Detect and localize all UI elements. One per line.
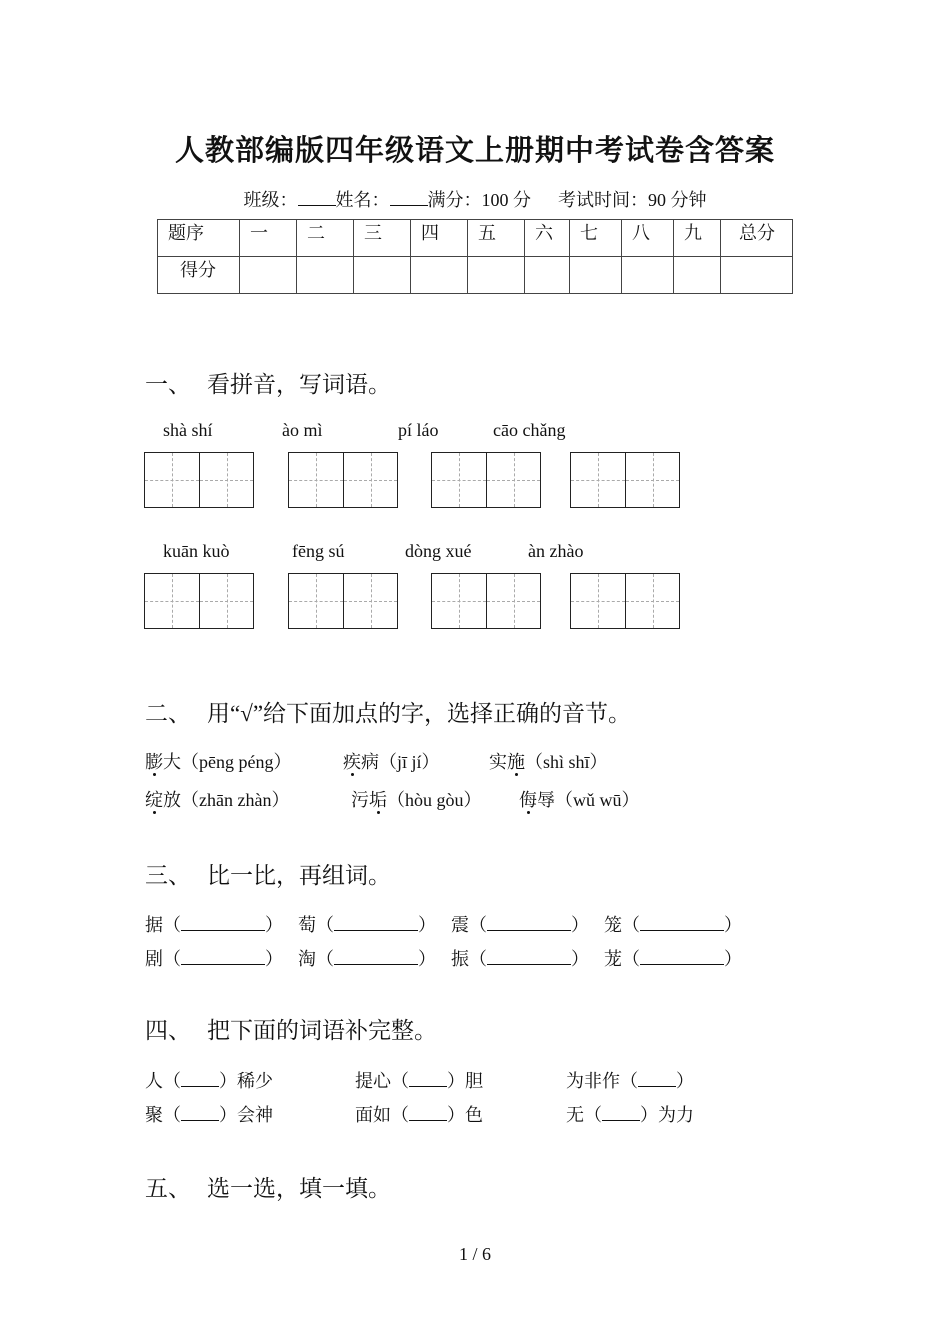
char: 振 bbox=[451, 949, 469, 969]
word-group-item[interactable] bbox=[451, 911, 589, 937]
section-title: 把下面的词语补完整。 bbox=[207, 1018, 437, 1043]
class-label: 班级： bbox=[243, 190, 298, 210]
pinyin-label: fēng sú bbox=[292, 541, 345, 561]
char: 污 bbox=[351, 790, 369, 810]
pinyin-label: pí láo bbox=[398, 420, 439, 440]
paren: ） bbox=[418, 949, 436, 969]
idiom-suffix: ）稀少 bbox=[219, 1071, 273, 1091]
pinyin-label: ào mì bbox=[282, 420, 323, 440]
idiom-prefix: 无（ bbox=[566, 1105, 602, 1125]
section-number: 二、 bbox=[145, 701, 191, 726]
char: 辱 bbox=[537, 790, 555, 810]
score-row-label: 得分 bbox=[158, 257, 240, 294]
answer-blank[interactable] bbox=[602, 1106, 640, 1121]
idiom-item[interactable] bbox=[355, 1067, 483, 1093]
pinyin-label: shà shí bbox=[163, 420, 213, 440]
char: 笼 bbox=[604, 915, 622, 935]
word-group-item[interactable] bbox=[145, 911, 283, 937]
answer-blank[interactable] bbox=[334, 916, 418, 931]
pinyin-choice-item[interactable] bbox=[145, 748, 291, 774]
char: 放 bbox=[163, 790, 181, 810]
pinyin-choice-item[interactable] bbox=[489, 748, 608, 774]
page-title: 人教部编版四年级语文上册期中考试卷含答案 bbox=[174, 135, 775, 167]
score-cell[interactable] bbox=[411, 257, 468, 294]
idiom-prefix: 提心（ bbox=[355, 1071, 409, 1091]
paren: （ bbox=[316, 915, 334, 935]
answer-blank[interactable] bbox=[409, 1106, 447, 1121]
exam-info bbox=[0, 186, 950, 212]
section-number: 四、 bbox=[145, 1018, 191, 1043]
name-label: 姓名： bbox=[335, 190, 390, 210]
section-number: 一、 bbox=[145, 372, 191, 397]
pinyin-choice-item[interactable] bbox=[145, 786, 289, 812]
answer-blank[interactable] bbox=[640, 950, 724, 965]
writing-grid[interactable] bbox=[144, 452, 254, 508]
char: 震 bbox=[451, 915, 469, 935]
answer-blank[interactable] bbox=[487, 950, 571, 965]
score-header-row bbox=[158, 220, 793, 257]
char: 茏 bbox=[604, 949, 622, 969]
pinyin-choice-item[interactable] bbox=[343, 748, 440, 774]
writing-grid[interactable] bbox=[570, 573, 680, 629]
writing-grid[interactable] bbox=[431, 452, 541, 508]
writing-grid[interactable] bbox=[431, 573, 541, 629]
score-header-cell: 五 bbox=[468, 220, 525, 257]
section-2-heading bbox=[145, 695, 631, 728]
section-5-heading bbox=[145, 1170, 391, 1203]
section-number: 三、 bbox=[145, 863, 191, 888]
pinyin-options: （zhān zhàn） bbox=[181, 790, 290, 810]
score-header-cell: 一 bbox=[240, 220, 297, 257]
page-number: 1 / 6 bbox=[458, 1244, 491, 1264]
score-cell[interactable] bbox=[674, 257, 721, 294]
idiom-item[interactable] bbox=[145, 1101, 273, 1127]
dotted-char: 绽 bbox=[145, 790, 163, 810]
paren: ） bbox=[571, 915, 589, 935]
writing-grid[interactable] bbox=[288, 573, 398, 629]
score-header-cell: 六 bbox=[525, 220, 570, 257]
score-table bbox=[157, 219, 793, 294]
score-header-cell: 题序 bbox=[158, 220, 240, 257]
word-group-item[interactable] bbox=[298, 911, 436, 937]
pinyin-options: （hòu gòu） bbox=[387, 790, 482, 810]
score-header-cell: 三 bbox=[354, 220, 411, 257]
paren: （ bbox=[163, 949, 181, 969]
paren: ） bbox=[571, 949, 589, 969]
paren: ） bbox=[265, 949, 283, 969]
idiom-prefix: 人（ bbox=[145, 1071, 181, 1091]
char: 剧 bbox=[145, 949, 163, 969]
writing-grid[interactable] bbox=[144, 573, 254, 629]
word-group-item[interactable] bbox=[451, 945, 589, 971]
score-header-cell: 四 bbox=[411, 220, 468, 257]
char: 大 bbox=[163, 752, 181, 772]
pinyin-label: dòng xué bbox=[405, 541, 472, 561]
section-1-heading bbox=[145, 366, 391, 399]
char: 实 bbox=[489, 752, 507, 772]
word-group-item[interactable] bbox=[604, 945, 742, 971]
section-title: 比一比，再组词。 bbox=[207, 863, 391, 888]
dotted-char: 疾 bbox=[343, 752, 361, 772]
section-3-heading bbox=[145, 857, 391, 890]
word-group-item[interactable] bbox=[604, 911, 742, 937]
dotted-char: 侮 bbox=[519, 790, 537, 810]
char: 萄 bbox=[298, 915, 316, 935]
dotted-char: 膨 bbox=[145, 752, 163, 772]
exam-time: 考试时间：90 分钟 bbox=[558, 190, 707, 210]
writing-grid[interactable] bbox=[288, 452, 398, 508]
paren: （ bbox=[622, 949, 640, 969]
idiom-item[interactable] bbox=[566, 1101, 694, 1127]
section-4-heading bbox=[145, 1012, 437, 1045]
class-blank[interactable] bbox=[298, 191, 336, 206]
score-cell[interactable] bbox=[297, 257, 354, 294]
idiom-item[interactable] bbox=[355, 1101, 483, 1127]
paren: （ bbox=[163, 915, 181, 935]
score-cell[interactable] bbox=[721, 257, 793, 294]
full-score: 满分：100 分 bbox=[427, 190, 531, 210]
char: 病 bbox=[361, 752, 379, 772]
paren: ） bbox=[418, 915, 436, 935]
paren: （ bbox=[469, 915, 487, 935]
score-header-cell: 二 bbox=[297, 220, 354, 257]
idiom-suffix: ）会神 bbox=[219, 1105, 273, 1125]
answer-blank[interactable] bbox=[181, 950, 265, 965]
idiom-suffix: ） bbox=[676, 1071, 694, 1091]
answer-blank[interactable] bbox=[181, 1072, 219, 1087]
score-header-cell: 七 bbox=[570, 220, 622, 257]
pinyin-options: （wǔ wū） bbox=[555, 790, 640, 810]
paren: ） bbox=[724, 949, 742, 969]
idiom-suffix: ）为力 bbox=[640, 1105, 694, 1125]
idiom-prefix: 为非作（ bbox=[566, 1071, 638, 1091]
answer-blank[interactable] bbox=[334, 950, 418, 965]
paren: （ bbox=[622, 915, 640, 935]
score-cell[interactable] bbox=[622, 257, 674, 294]
idiom-prefix: 聚（ bbox=[145, 1105, 181, 1125]
pinyin-options: （jī jí） bbox=[379, 752, 440, 772]
answer-blank[interactable] bbox=[487, 916, 571, 931]
idiom-suffix: ）胆 bbox=[447, 1071, 483, 1091]
score-row bbox=[158, 257, 793, 294]
name-blank[interactable] bbox=[390, 191, 428, 206]
idiom-prefix: 面如（ bbox=[355, 1105, 409, 1125]
score-cell[interactable] bbox=[468, 257, 525, 294]
section-title: 选一选，填一填。 bbox=[207, 1176, 391, 1201]
score-cell[interactable] bbox=[354, 257, 411, 294]
answer-blank[interactable] bbox=[409, 1072, 447, 1087]
answer-blank[interactable] bbox=[181, 916, 265, 931]
section-title: 用“√”给下面加点的字，选择正确的音节。 bbox=[207, 701, 632, 726]
writing-grid[interactable] bbox=[570, 452, 680, 508]
answer-blank[interactable] bbox=[638, 1072, 676, 1087]
score-header-cell: 总分 bbox=[721, 220, 793, 257]
word-group-item[interactable] bbox=[298, 945, 436, 971]
score-cell[interactable] bbox=[525, 257, 570, 294]
word-group-item[interactable] bbox=[145, 945, 283, 971]
paren: （ bbox=[316, 949, 334, 969]
paren: ） bbox=[724, 915, 742, 935]
score-header-cell: 八 bbox=[622, 220, 674, 257]
idiom-item[interactable] bbox=[145, 1067, 273, 1093]
idiom-item[interactable] bbox=[566, 1067, 694, 1093]
answer-blank[interactable] bbox=[640, 916, 724, 931]
score-cell[interactable] bbox=[570, 257, 622, 294]
char: 淘 bbox=[298, 949, 316, 969]
pinyin-choice-item[interactable] bbox=[519, 786, 640, 812]
pinyin-label: cāo chǎng bbox=[493, 420, 566, 440]
pinyin-options: （pēng péng） bbox=[181, 752, 292, 772]
pinyin-label: àn zhào bbox=[528, 541, 584, 561]
pinyin-options: （shì shī） bbox=[525, 752, 608, 772]
pinyin-choice-item[interactable] bbox=[351, 786, 482, 812]
answer-blank[interactable] bbox=[181, 1106, 219, 1121]
idiom-suffix: ）色 bbox=[447, 1105, 483, 1125]
pinyin-label: kuān kuò bbox=[163, 541, 230, 561]
section-title: 看拼音，写词语。 bbox=[207, 372, 391, 397]
paren: ） bbox=[265, 915, 283, 935]
section-number: 五、 bbox=[145, 1176, 191, 1201]
dotted-char: 施 bbox=[507, 752, 525, 772]
score-cell[interactable] bbox=[240, 257, 297, 294]
char: 据 bbox=[145, 915, 163, 935]
score-header-cell: 九 bbox=[674, 220, 721, 257]
dotted-char: 垢 bbox=[369, 790, 387, 810]
paren: （ bbox=[469, 949, 487, 969]
